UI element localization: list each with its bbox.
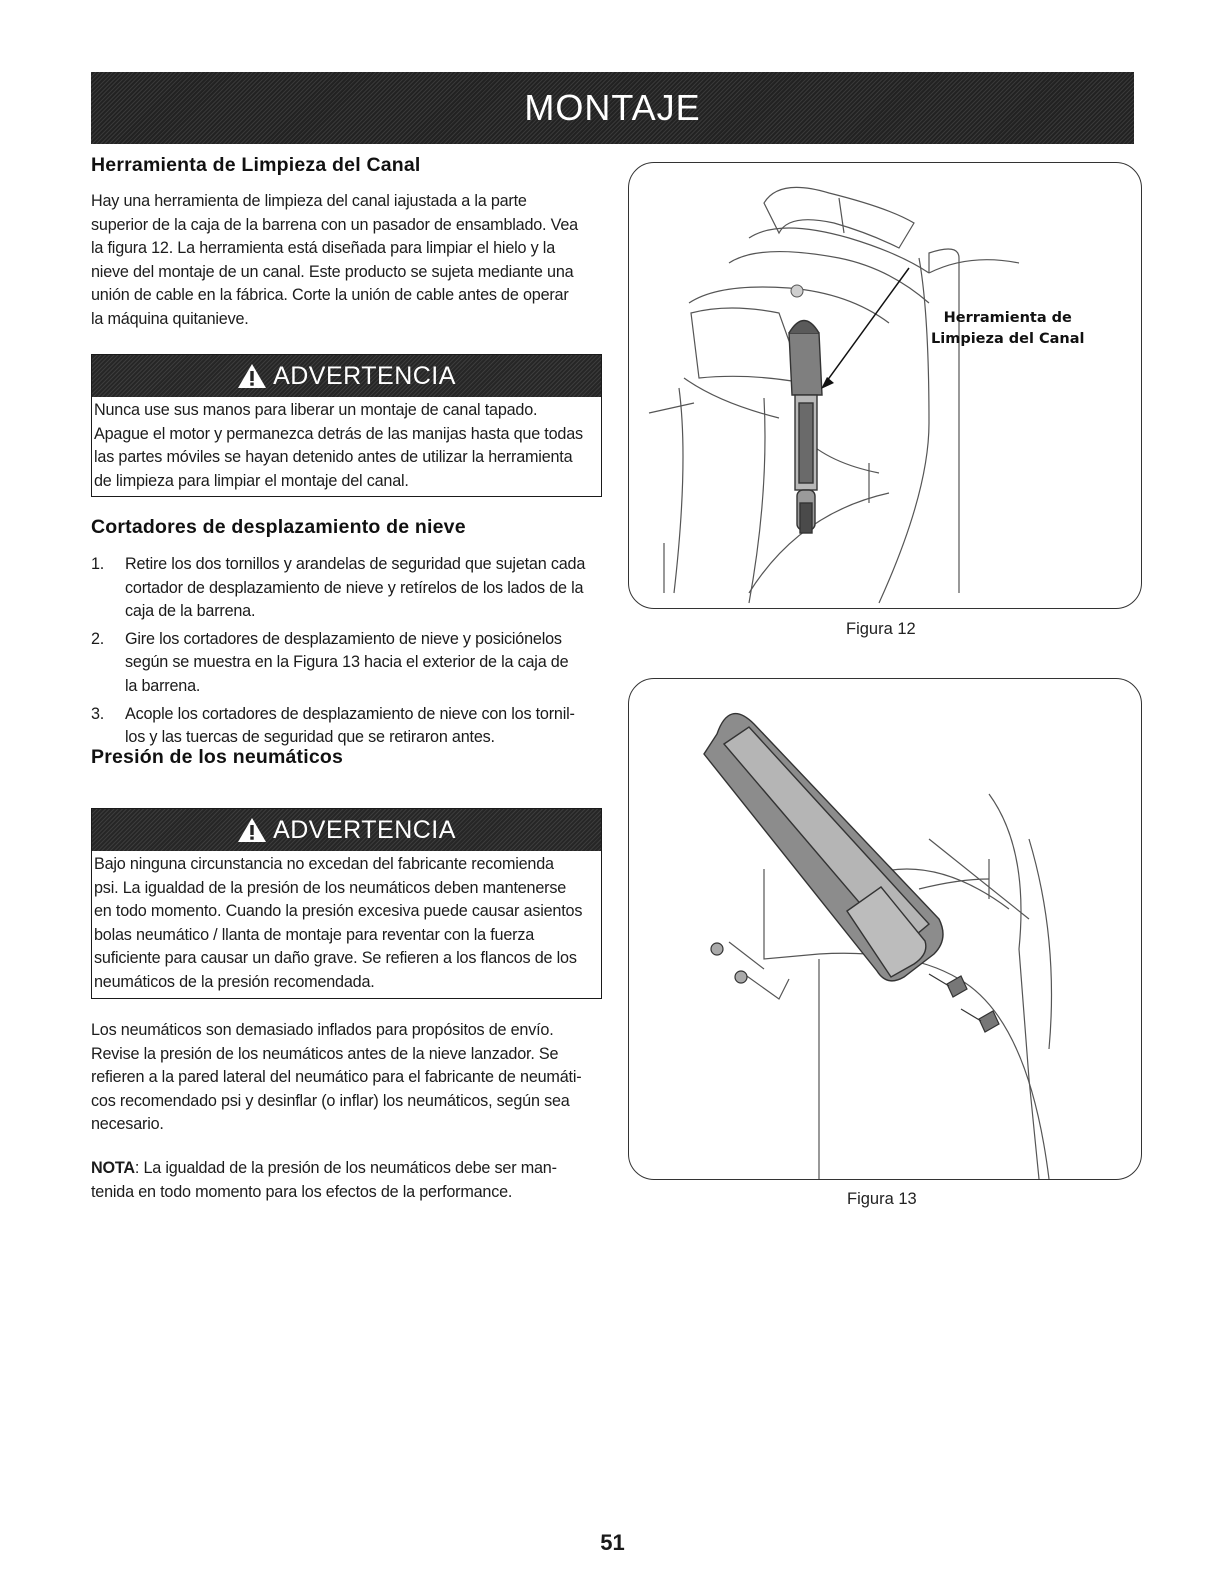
- chute-clearing-tool-illustration: [629, 163, 1141, 608]
- paragraph-chute-clearing-tool: [91, 190, 606, 332]
- note-label: NOTA: [91, 1159, 135, 1177]
- step-number: 1.: [91, 555, 105, 573]
- paragraph-tire-pressure: [91, 1019, 606, 1137]
- text-line: Acople los cortadores de desplazamiento de nieve con los tornil-: [125, 704, 575, 723]
- warning-header: [92, 355, 601, 397]
- text-line: Bajo ninguna circunstancia no excedan del fabricante recomienda: [94, 855, 554, 873]
- text-line: Apague el motor y permanezca detrás de las manijas hasta que todas: [94, 424, 583, 443]
- list-item: [91, 703, 611, 750]
- text-line: la barrena.: [125, 676, 201, 695]
- drift-cutter-illustration: [629, 679, 1141, 1179]
- figure-13-frame: [628, 678, 1142, 1180]
- callout-line: Herramienta de: [943, 310, 1072, 326]
- text-line: Nunca use sus manos para liberar un montaje de canal tapado.: [94, 401, 538, 419]
- warning-text: [92, 397, 601, 496]
- text-line: neumáticos de la presión recomendada.: [94, 972, 375, 991]
- text-line: unión de cable en la fábrica. Corte la unión de cable antes de operar: [91, 286, 569, 305]
- text-line: los y las tuercas de seguridad que se retiraron antes.: [125, 728, 495, 747]
- step-number: 3.: [91, 704, 105, 723]
- heading-drift-cutters: Cortadores de desplazamiento de nieve: [91, 516, 466, 538]
- text-line: la máquina quitanieve.: [91, 309, 249, 328]
- list-item: [91, 628, 611, 699]
- figure-12-frame: [628, 162, 1142, 609]
- text-line: psi. La igualdad de la presión de los neumáticos deben mantenerse: [94, 878, 567, 897]
- step-text: [125, 553, 585, 624]
- text-line: las partes móviles se hayan detenido antes de utilizar la herramienta: [94, 448, 573, 467]
- note-text: : La igualdad de la presión de los neumáticos debe ser man-: [134, 1159, 557, 1177]
- list-item: [91, 553, 611, 624]
- figure-13-caption: Figura 13: [847, 1190, 917, 1208]
- text-line: suficiente para causar un daño grave. Se refieren a los flancos de los: [94, 949, 577, 968]
- note-paragraph: [91, 1157, 606, 1204]
- text-line: cortador de desplazamiento de nieve y retírelos de los lados de la: [125, 578, 584, 597]
- text-line: refieren a la pared lateral del neumático para el fabricante de neumáti-: [91, 1068, 582, 1087]
- warning-box-chute: [91, 354, 602, 497]
- text-line: Hay una herramienta de limpieza del canal iajustada a la parte: [91, 192, 527, 210]
- text-line: Los neumáticos son demasiado inflados para propósitos de envío.: [91, 1021, 554, 1039]
- text-line: Retire los dos tornillos y arandelas de seguridad que sujetan cada: [125, 555, 586, 573]
- text-line: Revise la presión de los neumáticos antes de la nieve lanzador. Se: [91, 1044, 559, 1063]
- step-text: [125, 703, 575, 750]
- heading-chute-clearing-tool: Herramienta de Limpieza del Canal: [91, 154, 421, 176]
- warning-triangle-icon: [237, 817, 267, 843]
- text-line: tenida en todo momento para los efectos de la performance.: [91, 1182, 513, 1201]
- text-line: [91, 1157, 606, 1181]
- text-line: según se muestra en la Figura 13 hacia el exterior de la caja de: [125, 653, 569, 672]
- warning-text: [92, 851, 601, 998]
- figure-12-caption: Figura 12: [846, 620, 916, 638]
- warning-triangle-icon: [237, 363, 267, 389]
- heading-tire-pressure: Presión de los neumáticos: [91, 746, 344, 768]
- warning-box-tires: [91, 808, 602, 999]
- warning-title: ADVERTENCIA: [273, 361, 456, 390]
- page-number: 51: [600, 1530, 625, 1555]
- text-line: necesario.: [91, 1115, 164, 1134]
- page-title: MONTAJE: [524, 87, 701, 128]
- step-number: 2.: [91, 629, 105, 648]
- text-line: en todo momento. Cuando la presión excesiva puede causar asientos: [94, 902, 583, 921]
- warning-title: ADVERTENCIA: [273, 815, 456, 844]
- text-line: la figura 12. La herramienta está diseñada para limpiar el hielo y la: [91, 239, 556, 258]
- steps-list: [91, 553, 611, 754]
- text-line: caja de la barrena.: [125, 602, 256, 621]
- text-line: bolas neumático / llanta de montaje para reventar con la fuerza: [94, 925, 535, 944]
- callout-line: Limpieza del Canal: [931, 331, 1085, 347]
- text-line: superior de la caja de la barrena con un pasador de ensamblado. Vea: [91, 215, 578, 234]
- step-text: [125, 628, 568, 699]
- text-line: nieve del montaje de un canal. Este producto se sujeta mediante una: [91, 262, 574, 281]
- text-line: de limpieza para limpiar el montaje del canal.: [94, 471, 409, 490]
- figure-12-callout: [931, 308, 1085, 350]
- warning-header: [92, 809, 601, 851]
- text-line: cos recomendado psi y desinflar (o inflar) los neumáticos, según sea: [91, 1091, 570, 1110]
- text-line: Gire los cortadores de desplazamiento de nieve y posiciónelos: [125, 629, 562, 648]
- section-banner: [91, 72, 1134, 144]
